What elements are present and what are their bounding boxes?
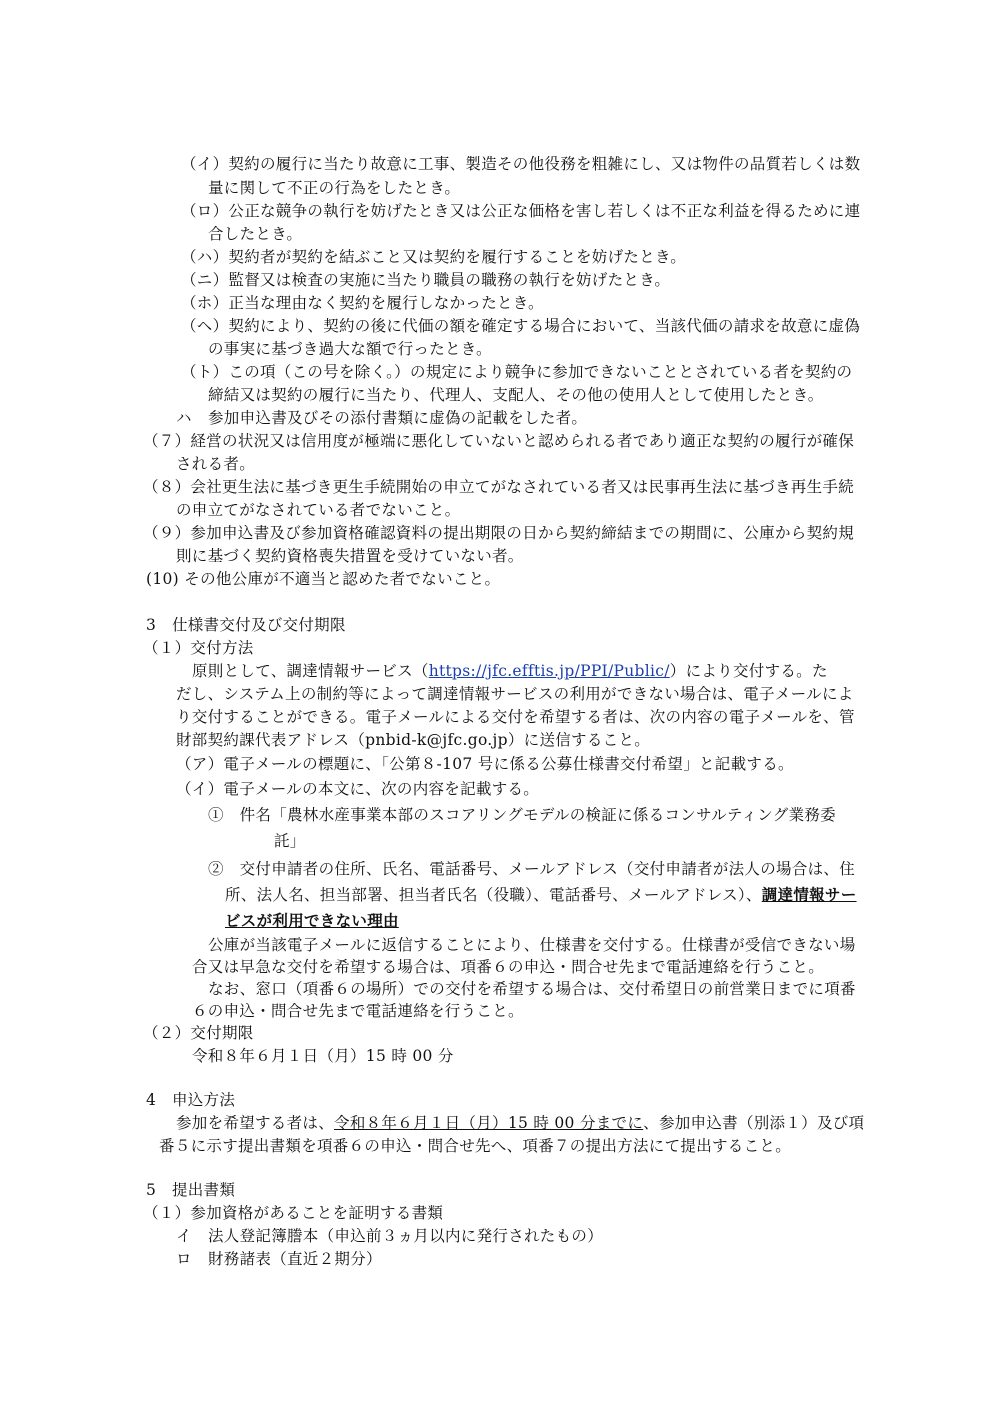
sub-item-ni: （ニ）監督又は検査の実施に当たり職員の職務の執行を妨げたとき。 bbox=[181, 271, 671, 289]
sec3-item-i: （イ）電子メールの本文に、次の内容を記載する。 bbox=[176, 780, 540, 798]
sec3-item-a: （ア）電子メールの標題に、「公第８-107 号に係る公募仕様書交付希望」と記載する。 bbox=[176, 755, 794, 773]
sec3-para2-line2: 合又は早急な交付を希望する場合は、項番６の申込・問合せ先まで電話連絡を行うこと。 bbox=[192, 958, 825, 976]
item-9-line1: （９）参加申込書及び参加資格確認資料の提出期限の日から契約締結までの期間に、公庫から契約規 bbox=[143, 524, 855, 542]
section-4-heading: 4 申込方法 bbox=[146, 1091, 236, 1109]
sec3-para2-line1: 公庫が当該電子メールに返信することにより、仕様書を交付する。仕様書が受信できない場 bbox=[208, 936, 856, 954]
section-5-heading: 5 提出書類 bbox=[146, 1181, 236, 1199]
sub-item-to-line1: （ト）この項（この号を除く。）の規定により競争に参加できないこととされている者を契約の bbox=[181, 363, 853, 381]
sub-item-i-line1: （イ）契約の履行に当たり故意に工事、製造その他役務を粗雑にし、又は物件の品質若しくは数 bbox=[181, 155, 861, 173]
sec3-para1-line4: 財部契約課代表アドレス（pnbid-k@jfc.go.jp）に送信すること。 bbox=[176, 731, 651, 749]
sec3-para3-line2: ６の申込・問合せ先まで電話連絡を行うこと。 bbox=[192, 1002, 524, 1020]
sub-item-he-line2: の事実に基づき過大な額で行ったとき。 bbox=[208, 340, 492, 358]
sec5-i-text: 法人登記簿謄本（申込前３ヵ月以内に発行されたもの） bbox=[208, 1227, 604, 1245]
sec3-circle2-line1: ② 交付申請者の住所、氏名、電話番号、メールアドレス（交付申請者が法人の場合は、住 bbox=[208, 860, 856, 878]
section-3-sub1-heading: （１）交付方法 bbox=[143, 639, 254, 657]
sub-item-ro-line2: 合したとき。 bbox=[208, 225, 303, 243]
sub-item-he-line1: （ヘ）契約により、契約の後に代価の額を確定する場合において、当該代価の請求を故意に虚偽 bbox=[181, 317, 861, 335]
section-3-sub2-heading: （２）交付期限 bbox=[143, 1024, 254, 1042]
sec3-para1-line1: 原則として、調達情報サービス（https://jfc.efftis.jp/PPI/Public/）により交付する。た bbox=[192, 662, 828, 680]
sec3-circle2-line2: 所、法人名、担当部署、担当者氏名（役職）、電話番号、メールアドレス）、調達情報サー bbox=[225, 885, 857, 904]
section-3-heading: 3 仕様書交付及び交付期限 bbox=[146, 616, 346, 634]
sec3-circle2-line3: ビスが利用できない理由 bbox=[225, 911, 399, 930]
sec5-ro-text: 財務諸表（直近２期分） bbox=[208, 1250, 382, 1268]
sec5-ro-marker: ロ bbox=[176, 1250, 192, 1268]
sec3-circle1-line1: ① 件名「農林水産事業本部のスコアリングモデルの検証に係るコンサルティング業務委 bbox=[208, 806, 836, 824]
item-10: (10) その他公庫が不適当と認めた者でないこと。 bbox=[146, 570, 501, 588]
item-7-line2: される者。 bbox=[176, 455, 256, 473]
sec3-para3-line1: なお、窓口（項番６の場所）での交付を希望する場合は、交付希望日の前営業日までに項番 bbox=[208, 980, 856, 998]
sec5-i-marker: イ bbox=[176, 1227, 192, 1245]
sub-item-ha: （ハ）契約者が契約を結ぶこと又は契約を履行することを妨げたとき。 bbox=[181, 248, 686, 266]
sub-item-ro-line1: （ロ）公正な競争の執行を妨げたとき又は公正な価格を害し若しくは不正な利益を得るために連 bbox=[181, 202, 861, 220]
item-7-line1: （７）経営の状況又は信用度が極端に悪化していないと認められる者であり適正な契約の履行が確保 bbox=[143, 432, 855, 450]
sec3-deadline: 令和８年６月１日（月）15 時 00 分 bbox=[192, 1047, 454, 1065]
sub-item-ho: （ホ）正当な理由なく契約を履行しなかったとき。 bbox=[181, 294, 544, 312]
sec3-para1-line3: り交付することができる。電子メールによる交付を希望する者は、次の内容の電子メールを、管 bbox=[176, 708, 855, 726]
sec3-circle1-line2: 託」 bbox=[274, 832, 306, 850]
item-9-line2: 則に基づく契約資格喪失措置を受けていない者。 bbox=[176, 547, 524, 565]
sub-item-i-line2: 量に関して不正の行為をしたとき。 bbox=[208, 179, 461, 197]
procurement-link[interactable]: https://jfc.efftis.jp/PPI/Public/ bbox=[428, 662, 670, 680]
sec4-line1: 参加を希望する者は、令和８年６月１日（月）15 時 00 分までに、参加申込書（別添１）及び項 bbox=[176, 1114, 865, 1132]
sub-item-to-line2: 締結又は契約の履行に当たり、代理人、支配人、その他の使用人として使用したとき。 bbox=[208, 386, 824, 404]
item-ha-text: 参加申込書及びその添付書類に虚偽の記載をした者。 bbox=[208, 409, 588, 427]
item-ha-marker: ハ bbox=[176, 409, 192, 427]
sec3-para1-line2: だし、システム上の制約等によって調達情報サービスの利用ができない場合は、電子メールによ bbox=[176, 685, 854, 703]
item-8-line1: （８）会社更生法に基づき更生手続開始の申立てがなされている者又は民事再生法に基づき再生手続 bbox=[143, 478, 855, 496]
section-5-sub1: （１）参加資格があることを証明する書類 bbox=[143, 1204, 444, 1222]
sec4-line2: 番５に示す提出書類を項番６の申込・問合せ先へ、項番７の提出方法にて提出すること。 bbox=[159, 1137, 792, 1155]
item-8-line2: の申立てがなされている者でないこと。 bbox=[176, 501, 461, 519]
